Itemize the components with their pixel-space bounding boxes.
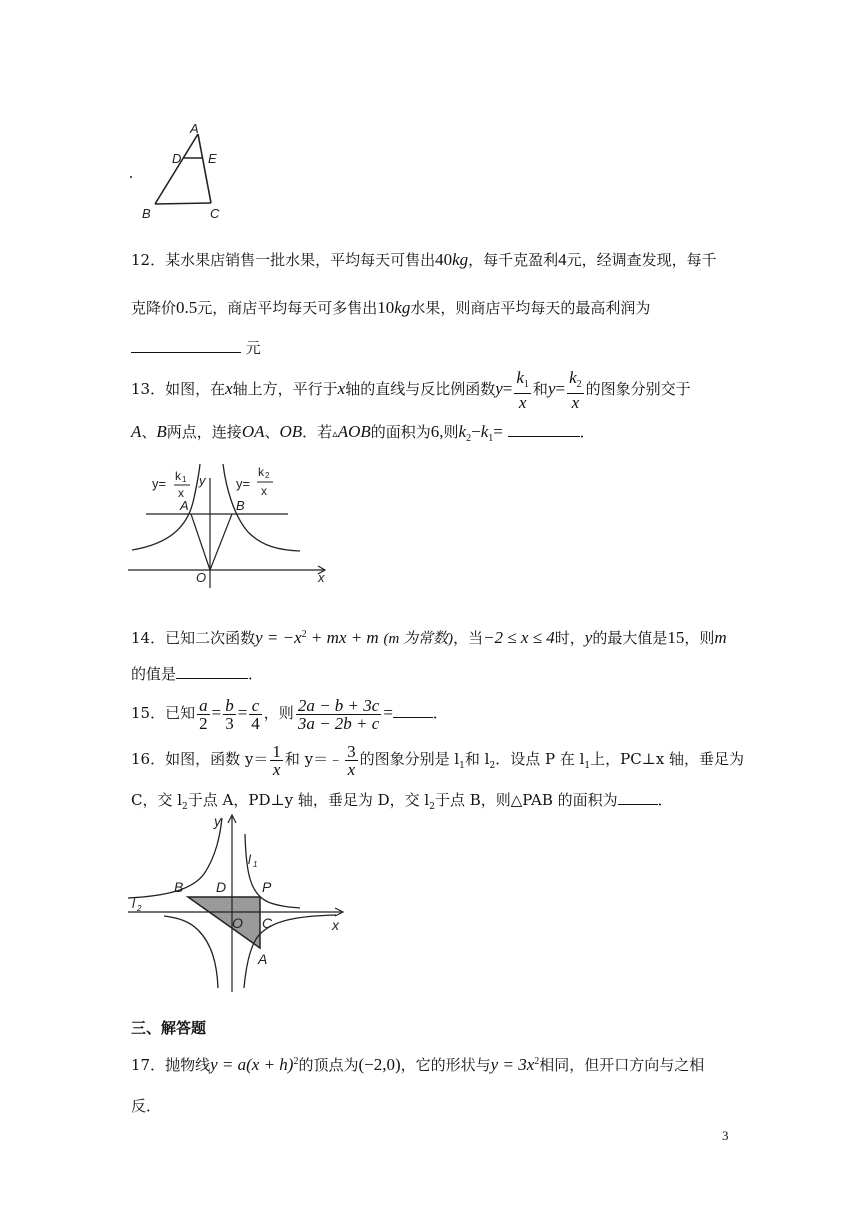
q14-line2: 的值是 ． bbox=[131, 665, 264, 683]
svg-text:x: x bbox=[332, 917, 339, 933]
svg-text:A: A bbox=[258, 951, 268, 967]
svg-text:y=: y= bbox=[236, 476, 251, 491]
svg-text:B: B bbox=[236, 498, 245, 513]
svg-text:B: B bbox=[174, 879, 184, 895]
answer-blank-q12 bbox=[131, 338, 241, 353]
q16-line1: 16．如图，函数 y＝ $\frac{1}{x}$ 和 y＝﹣ $\frac{3}{x}$ 的图象分别是 $l_1$和 $l_2$．设点 P 在 $l_1$上，PC⊥x 轴，垂足为 bbox=[131, 741, 745, 779]
label-C: C bbox=[210, 206, 220, 221]
label-D: D bbox=[172, 151, 182, 166]
q16-figure bbox=[128, 812, 348, 992]
answer-blank-q16 bbox=[618, 790, 658, 805]
svg-text:y=: y= bbox=[152, 476, 167, 491]
q14-line1: 14．已知二次函数$y = -x^2$ + mx + m (m 为常数)，当−2 ≤ x ≤ 4时，y的最大值是15，则m bbox=[131, 628, 727, 647]
svg-text:x: x bbox=[178, 486, 184, 500]
svg-text:O: O bbox=[196, 570, 207, 585]
svg-text:2: 2 bbox=[137, 904, 142, 913]
svg-text:k: k bbox=[258, 465, 264, 479]
q13-line1: 13．如图，在x轴上方，平行于x轴的直线与反比例函数y= $\frac{k_1}{x}$ 和y= $\frac{k_2}{x}$ 的图象分别交于 bbox=[131, 368, 691, 412]
answer-blank-q15 bbox=[393, 703, 433, 718]
q17-line2: 反． bbox=[131, 1097, 162, 1115]
svg-text:2: 2 bbox=[265, 471, 270, 480]
q13-figure bbox=[128, 458, 338, 588]
svg-text:k: k bbox=[175, 469, 181, 483]
q12-line1: 12．某水果店销售一批水果，平均每天可售出40kg，每千克盈利4元，经调查发现，每千 bbox=[131, 250, 717, 269]
answer-blank-q13 bbox=[508, 422, 580, 437]
svg-text:l: l bbox=[132, 896, 135, 911]
svg-text:P: P bbox=[262, 879, 272, 895]
q15-line1: 15．已知 $\frac{a}{2}$ = $\frac{b}{3}$ = $\frac{c}{4}$ ，则 $\frac{2a - b + 3c}{3a - 2b + c}$ = ． bbox=[131, 695, 448, 733]
svg-text:x: x bbox=[318, 570, 325, 585]
q12-line2: 克降价0.5元，商店平均每天可多售出10kg水果，则商店平均每天的最高利润为 bbox=[131, 298, 651, 317]
triangle-figure bbox=[124, 120, 234, 225]
svg-text:y: y bbox=[214, 813, 221, 829]
q13-line2: A、B两点，连接OA、OB．若▵AOB的面积为6,则$k_2-k_1=$ ． bbox=[131, 422, 595, 444]
q16-line2: C，交 $l_2$于点 A，PD⊥y 轴，垂足为 D，交 $l_2$于点 B，则△PAB 的面积为 ． bbox=[131, 791, 673, 812]
svg-text:O: O bbox=[232, 915, 243, 931]
answer-blank-q14 bbox=[176, 664, 248, 679]
q12-line3: 元 bbox=[131, 338, 261, 358]
label-B: B bbox=[142, 206, 151, 221]
q17-line1: 17．抛物线$y = a(x + h)^2$的顶点为(−2,0)，它的形状与$y = 3x^2$相同，但开口方向与之相 bbox=[131, 1055, 705, 1074]
svg-text:l: l bbox=[248, 852, 251, 867]
svg-text:A: A bbox=[180, 498, 189, 513]
label-E: E bbox=[208, 151, 217, 166]
page-number: 3 bbox=[722, 1128, 729, 1143]
svg-text:1: 1 bbox=[182, 475, 187, 484]
label-A: A bbox=[190, 121, 199, 136]
svg-text:y: y bbox=[199, 473, 206, 488]
svg-text:D: D bbox=[216, 879, 227, 895]
section-heading: 三、解答题 bbox=[131, 1019, 207, 1037]
svg-text:x: x bbox=[261, 484, 267, 498]
svg-text:C: C bbox=[262, 915, 273, 931]
svg-text:1: 1 bbox=[253, 860, 258, 869]
